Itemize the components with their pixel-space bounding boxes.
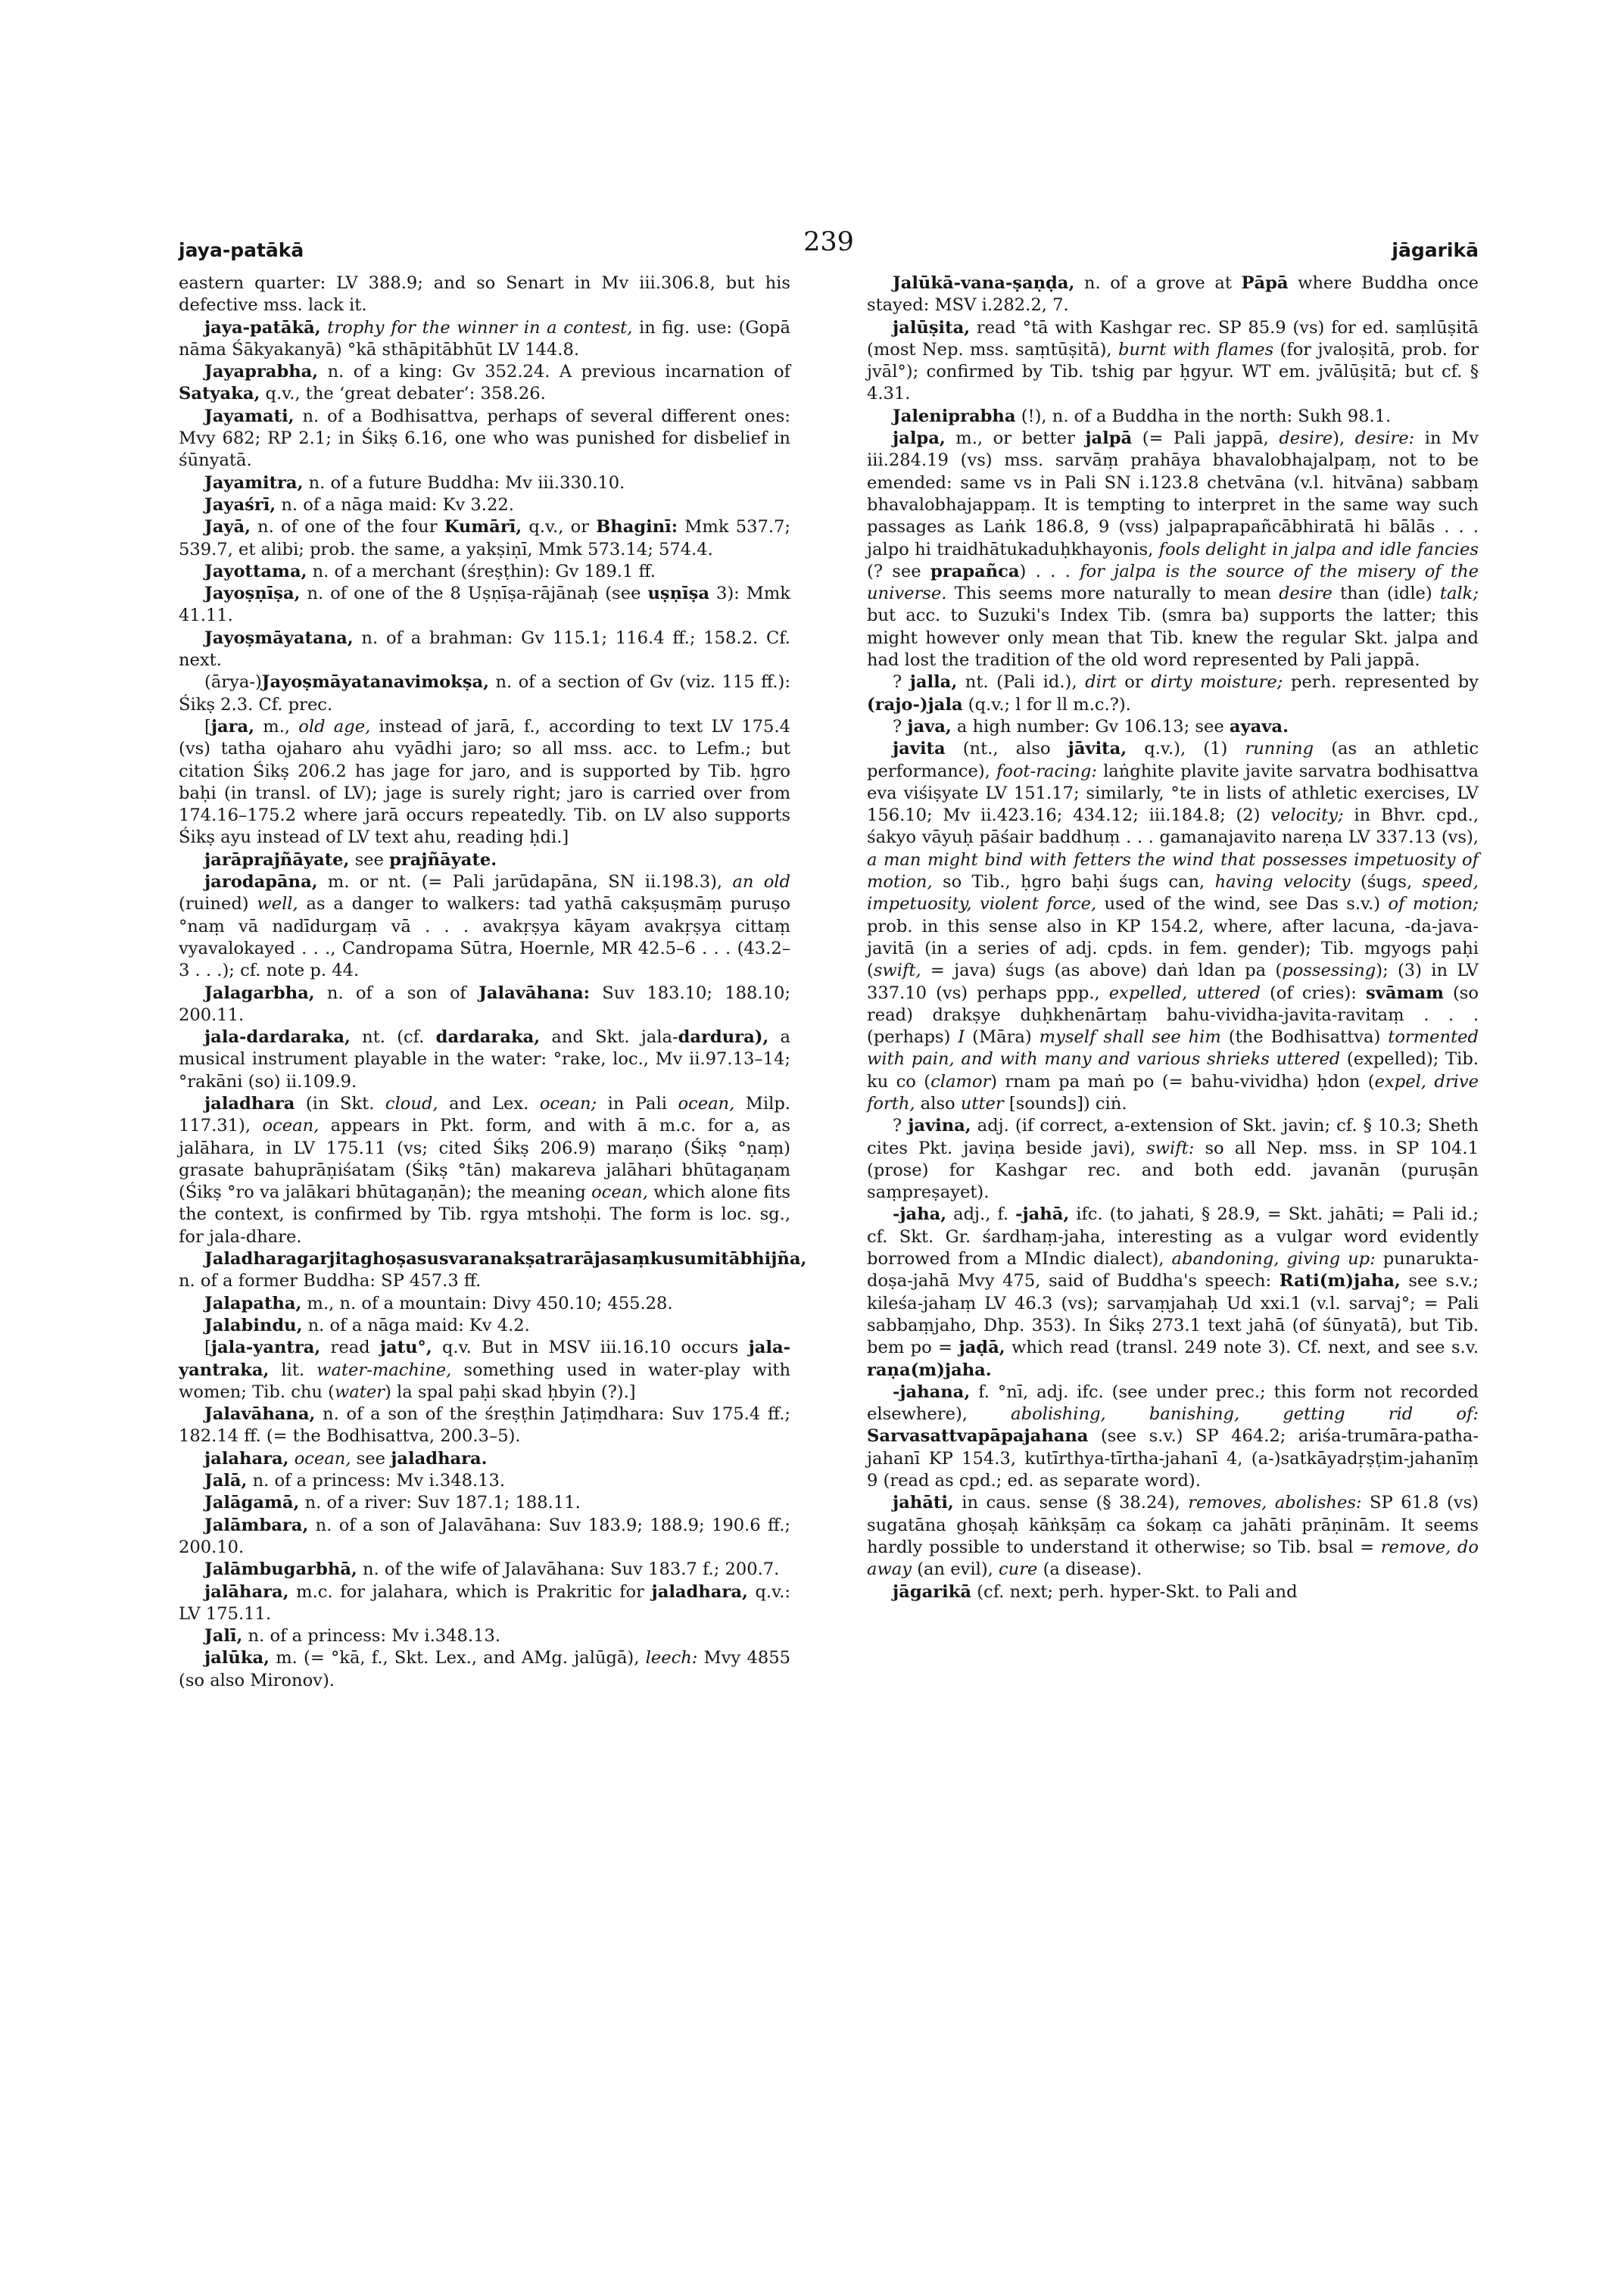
entry-text: appears in Pkt. form, and with ā m.c. for a, as jalāhara, in LV 175.11 (vs; cited Śikṣ 206.9) maraṇo (Śikṣ °ṇaṃ) grasate bahuprāṇiśatam (Śikṣ °tān) makareva jalāhari bhūtagaṇam (Śikṣ °ro va jalākari bhūtagaṇān); the meaning bbox=[179, 1116, 790, 1203]
entry-text: (!), n. of a Buddha in the north: Sukh 98.1. bbox=[1015, 406, 1392, 426]
headword: Jalūkā-vana-ṣaṇḍa, bbox=[893, 273, 1075, 293]
entry-text: (śugs, bbox=[1350, 872, 1423, 893]
entry-text: q.v., the ‘great debater’: 358.26. bbox=[260, 384, 546, 404]
headword: Jalāmbugarbhā, bbox=[204, 1559, 357, 1580]
dictionary-entry bbox=[867, 738, 1479, 1115]
left-running-headword: jaya-patākā bbox=[179, 239, 304, 261]
running-header bbox=[179, 227, 1479, 273]
entry-text: n. of a nāga maid: Kv 3.22. bbox=[276, 494, 514, 515]
entry-text: 3): Mmk 41.11. bbox=[179, 584, 790, 626]
gloss-italic: foot-racing: bbox=[996, 761, 1097, 781]
dictionary-entry bbox=[179, 871, 790, 982]
dictionary-entry bbox=[179, 1337, 790, 1404]
entry-text: (Māra) bbox=[965, 1027, 1040, 1048]
gloss-italic: desire bbox=[1279, 428, 1333, 449]
entry-text: n. of a princess: Mv i.348.13. bbox=[242, 1626, 501, 1647]
entry-text: (= Pali jappā, bbox=[1132, 428, 1280, 449]
entry-text: n. of the wife of Jalavāhana: Suv 183.7 f.; 200.7. bbox=[357, 1559, 780, 1580]
entry-text: or bbox=[1116, 672, 1152, 693]
gloss-italic: ocean, bbox=[591, 1182, 648, 1203]
headword: Sarvasattvapāpajahana bbox=[867, 1426, 1089, 1447]
gloss-italic: possessing bbox=[1282, 961, 1376, 981]
entry-text: adj. (if correct, a-extension of Skt. javin; cf. § 10.3; Sheth cites Pkt. javiṇa beside javi), bbox=[867, 1116, 1479, 1158]
dictionary-entry bbox=[179, 561, 790, 583]
entry-text: laṅghite plavite javite sarvatra bodhisattva eva viśiṣyate LV 151.17; similarly, °te in lists of athletic exercises, LV 156.10; Mv ii.423.16; 434.12; iii.184.8; (2) bbox=[867, 761, 1479, 826]
dictionary-entry bbox=[867, 671, 1479, 716]
gloss-italic: cure bbox=[999, 1559, 1038, 1580]
headword: jaladhara. bbox=[391, 1448, 488, 1469]
headword: Jalā, bbox=[204, 1471, 248, 1491]
gloss-italic: swift: bbox=[1146, 1138, 1195, 1158]
headword: jalūka, bbox=[204, 1648, 270, 1668]
dictionary-entry bbox=[179, 1248, 807, 1293]
gloss-italic: an old bbox=[732, 872, 790, 893]
headword: java, bbox=[907, 716, 952, 737]
entry-text: n. of one of the four bbox=[250, 517, 444, 537]
gloss-italic: utter bbox=[960, 1093, 1004, 1114]
headword: jala-dardaraka, bbox=[204, 1027, 351, 1048]
entry-text: n. of a princess: Mv i.348.13. bbox=[247, 1471, 506, 1491]
entry-text: in caus. sense (§ 38.24), bbox=[953, 1493, 1189, 1513]
entry-text: Mvy 4855 (so also Mironov). bbox=[179, 1648, 790, 1690]
headword: Kumārī, bbox=[444, 517, 522, 537]
entry-text: and Lex. bbox=[438, 1093, 540, 1114]
entry-text: (a disease). bbox=[1037, 1559, 1142, 1580]
dictionary-entry bbox=[179, 494, 790, 516]
entry-text: n. of a grove at bbox=[1074, 273, 1242, 293]
dictionary-entry bbox=[867, 1492, 1479, 1581]
entry-text: see s.v.; kileśa-jahaṃ LV 46.3 (vs); sarvaṃjahaḥ Ud xxi.1 (v.l. sarvaj°; = Pali sabbaṃjaho, Dhp. 353). In Śikṣ 273.1 text jahā (of śūnyatā), but Tib. bem po = bbox=[867, 1271, 1479, 1358]
dictionary-entry bbox=[179, 1027, 790, 1093]
headword: jarāprajñāyate, bbox=[204, 849, 350, 870]
entry-text: (an evil), bbox=[912, 1559, 999, 1580]
headword: jalahara, bbox=[204, 1448, 289, 1469]
entry-text: ), bbox=[1333, 428, 1355, 449]
headword: jahāti, bbox=[893, 1493, 954, 1513]
gloss-italic: having velocity bbox=[1214, 872, 1351, 893]
entry-text: m. or nt. (= Pali jarūdapāna, SN ii.198.3), bbox=[317, 872, 733, 893]
dictionary-entry bbox=[867, 716, 1479, 738]
headword: Jalagarbha, bbox=[204, 983, 315, 1003]
gloss-italic: ocean; bbox=[539, 1093, 597, 1114]
headword: Jalapatha, bbox=[204, 1293, 302, 1313]
dictionary-entry bbox=[179, 516, 790, 561]
headword: jalūṣita, bbox=[893, 317, 971, 338]
entry-text: n. of a nāga maid: Kv 4.2. bbox=[302, 1315, 530, 1335]
gloss-italic: remove, do away bbox=[867, 1537, 1479, 1580]
dictionary-entry bbox=[179, 1315, 790, 1337]
entry-text: Mmk 537.7; 539.7, et alibi; prob. the same, a yakṣiṇī, Mmk 573.14; 574.4. bbox=[179, 517, 791, 559]
headword: jaya-patākā, bbox=[204, 317, 321, 338]
entry-text: (the Bodhisattva) bbox=[1220, 1027, 1389, 1048]
entry-text: ); (3) in LV 337.10 (vs) perhaps ppp., bbox=[867, 961, 1479, 1003]
entry-text: Milp. 117.31), bbox=[179, 1093, 790, 1136]
gloss-italic: tormented with pain, and with many and various shrieks uttered bbox=[867, 1027, 1479, 1070]
entry-text: (so read) drakṣye duḥkhenārtaṃ bahu-vividha-javita-ravitaṃ . . . (perhaps) bbox=[867, 983, 1479, 1048]
entry-text: a musical instrument playable in the water: °rake, loc., Mv ii.97.13–14; °rakāni (so) ii.109.9. bbox=[179, 1027, 790, 1092]
dictionary-entry bbox=[179, 671, 790, 716]
entry-text: n. of a former Buddha: SP 457.3 ff. bbox=[179, 1271, 482, 1291]
gloss-italic: dirty moisture; bbox=[1151, 672, 1283, 693]
dictionary-entry bbox=[179, 1625, 790, 1647]
gloss-italic: swift, bbox=[873, 961, 921, 981]
headword: javina, bbox=[908, 1116, 971, 1136]
entry-text: m. (= °kā, f., Skt. Lex., and AMg. jalūgā), bbox=[269, 1648, 646, 1668]
entry-text: [ bbox=[204, 1338, 211, 1358]
gloss-italic: running bbox=[1245, 739, 1314, 759]
entry-text: so Tib., ḥgro baḥi śugs can, bbox=[932, 872, 1215, 893]
dictionary-entry bbox=[179, 1515, 790, 1559]
entry-text: in Mv iii.284.19 (vs) mss. sarvāṃ prahāya bhavalobhajalpaṃ, not to be emended: same vs in Pali SN i.123.8 chetvāna (v.l. hitvāna) sabbaṃ bhavalobhajappaṃ. It is tempting to interpret in the same way such passages as Laṅk 186.8, 9 (vss) jalpaprapañcābhiratā hi bālās . . . jalpo hi traidhātukaduḥkhayonis, bbox=[867, 428, 1479, 559]
headword: jarodapāna, bbox=[204, 872, 318, 893]
entry-text: n. of one of the 8 Uṣṇīṣa-rājānaḥ (see bbox=[300, 584, 648, 604]
entry-text: n. of a brahman: Gv 115.1; 116.4 ff.; 158.2. Cf. next. bbox=[179, 628, 790, 671]
headword: jaladhara, bbox=[651, 1581, 748, 1602]
headword: ayava. bbox=[1229, 716, 1289, 737]
dictionary-entry bbox=[179, 1293, 790, 1315]
dictionary-entry bbox=[179, 1647, 790, 1692]
entry-text: q.v. But in MSV iii.16.10 occurs bbox=[432, 1338, 749, 1358]
dictionary-entry bbox=[179, 1093, 790, 1248]
entry-text: ? bbox=[893, 716, 908, 737]
dictionary-entry bbox=[179, 849, 790, 871]
entry-text: a high number: Gv 106.13; see bbox=[951, 716, 1230, 737]
entry-text: adj., f. bbox=[946, 1204, 1016, 1225]
entry-text: as a danger to walkers: tad yathā cakṣuṣmāṃ puruṣo °naṃ vā nadīdurgaṃ vā . . . avakṛṣya kāyam avakṛṣya cittaṃ vyavalokayed . . ., Candropama Sūtra, Hoernle, MR 42.5–6 . . . (43.2–3 . . .); cf. note p. 44. bbox=[179, 894, 790, 981]
headword: Jalabindu, bbox=[204, 1315, 303, 1335]
entry-text: n. of a son of Jalavāhana: Suv 183.9; 188.9; 190.6 ff.; 200.10. bbox=[179, 1515, 790, 1557]
gloss-italic: clamor bbox=[930, 1071, 991, 1092]
gloss-italic: removes, abolishes: bbox=[1188, 1493, 1362, 1513]
entry-text: (ruined) bbox=[179, 894, 257, 914]
headword: jala-yantra, bbox=[210, 1338, 321, 1358]
dictionary-entry bbox=[179, 361, 790, 406]
gloss-italic: ocean, bbox=[288, 1448, 351, 1469]
headword: jara, bbox=[210, 716, 255, 737]
headword: Jayaprabha, bbox=[204, 362, 319, 382]
entry-text: in Pali bbox=[597, 1093, 678, 1114]
headword: Jaladharagarjitaghoṣasusvaranakṣatrarājasaṃkusumitābhijña, bbox=[204, 1249, 807, 1270]
entry-text: read °tā with Kashgar rec. SP 85.9 (vs) for ed. saṃlūṣitā (most Nep. mss. saṃtūṣitā), bbox=[867, 317, 1479, 360]
dictionary-entry bbox=[867, 1581, 1479, 1603]
gloss-italic: burnt with flames bbox=[1117, 339, 1274, 360]
gloss-italic: myself shall see him bbox=[1039, 1027, 1221, 1048]
headword: jatu°, bbox=[379, 1338, 432, 1358]
entry-text: (for jvaloṣitā, prob. for jvāl°); confirmed by Tib. tshig par ḥgyur. WT em. jvālūṣitā; but cf. § 4.31. bbox=[867, 339, 1479, 404]
headword: jalpa, bbox=[893, 428, 946, 449]
gloss-italic: dirt bbox=[1085, 672, 1117, 693]
headword: Jayamitra, bbox=[204, 472, 304, 493]
gloss-italic: leech: bbox=[645, 1648, 698, 1668]
right-running-headword: jāgarikā bbox=[1392, 239, 1479, 261]
gloss-italic: water-machine, bbox=[316, 1360, 452, 1380]
headword: Jayamati, bbox=[204, 406, 295, 426]
headword: jāgarikā bbox=[893, 1581, 972, 1602]
right-column bbox=[867, 273, 1479, 1603]
entry-text: something used in water-play with women; Tib. chu ( bbox=[179, 1360, 790, 1402]
entry-text: nt. (Pali id.), bbox=[957, 672, 1086, 693]
entry-text: ifc. (to jahati, § 28.9, = Skt. jahāti; = Pali id.; cf. Skt. Gr. śardhaṃ-jaha, interesting as a vulgar word evidently borrowed from a MIndic dialect), bbox=[867, 1204, 1479, 1270]
headword: jaladhara bbox=[204, 1093, 295, 1114]
entry-text: (expelled); Tib. ku co ( bbox=[867, 1049, 1479, 1092]
headword: Satyaka, bbox=[179, 384, 260, 404]
dictionary-entry bbox=[179, 472, 790, 494]
entry-text: [sounds]) ciṅ. bbox=[1003, 1093, 1127, 1114]
headword: Jalavāhana, bbox=[204, 1404, 316, 1425]
gloss-italic: of motion; bbox=[1388, 894, 1479, 914]
headword: Pāpā bbox=[1241, 273, 1289, 293]
headword: raṇa(m)jaha. bbox=[867, 1360, 992, 1380]
entry-text: instead of jarā, f., according to text LV 175.4 (vs) tatha ojaharo ahu vyādhi jaro; so all mss. acc. to Lefm.; but citation Śikṣ 206.2 has jage for jaro, and is supported by Tib. ḥgro baḥi (in transl. of LV); jage is surely right; jaro is carried over from 174.16–175.2 where jarā occurs repeatedly. Tib. on LV also supports Śikṣ ayu instead of LV text ahu, reading ḥdi.] bbox=[179, 716, 790, 848]
entry-text: n. of a future Buddha: Mv iii.330.10. bbox=[303, 472, 625, 493]
entry-text: q.v.), (1) bbox=[1127, 739, 1245, 759]
entry-text: prob. in this sense also in KP 154.2, where, after lacuna, -da-java-javitā (in a series of adj. cpds. in fem. gender); Tib. mgyogs paḥi ( bbox=[867, 916, 1479, 981]
gloss-italic: ocean, bbox=[262, 1116, 320, 1136]
entry-text: and Skt. jala- bbox=[540, 1027, 678, 1048]
gloss-italic: talk; bbox=[1439, 584, 1479, 604]
headword: Jayottama, bbox=[204, 561, 307, 581]
headword: (rajo-)jala bbox=[867, 694, 963, 715]
entry-text: n. of a merchant (śreṣṭhin): Gv 189.1 ff. bbox=[307, 561, 656, 581]
entry-text: = java) śugs (as above) daṅ ldan pa ( bbox=[921, 961, 1283, 981]
gloss-italic: expel, drive forth, bbox=[867, 1071, 1479, 1114]
gloss-italic: fools delight in jalpa and idle fancies bbox=[1158, 539, 1479, 559]
entry-text: punarukta-doṣa-jahā Mvy 475, said of Buddha's speech: bbox=[867, 1249, 1479, 1291]
entry-text: This seems more naturally to mean bbox=[946, 584, 1280, 604]
entry-text: n. of a Bodhisattva, perhaps of several different ones: Mvy 682; RP 2.1; in Śikṣ 6.16, one who was punished for disbelief in śūnyatā. bbox=[179, 406, 790, 471]
dictionary-entry bbox=[867, 406, 1479, 428]
headword: jalla, bbox=[909, 672, 958, 693]
dictionary-entry bbox=[179, 716, 790, 849]
dictionary-entry bbox=[179, 628, 790, 672]
headword: -jahā, bbox=[1015, 1204, 1070, 1225]
gloss-italic: abandoning, giving up: bbox=[1171, 1249, 1376, 1270]
dictionary-entry bbox=[867, 428, 1479, 671]
headword: Jayoṣṇīṣa, bbox=[204, 584, 301, 604]
dictionary-entry bbox=[179, 317, 790, 362]
entry-text: m., n. of a mountain: Divy 450.10; 455.28. bbox=[301, 1293, 673, 1313]
dictionary-entry bbox=[179, 406, 790, 472]
entry-text: ? bbox=[893, 1116, 909, 1136]
gloss-italic: old age, bbox=[298, 716, 371, 737]
entry-text: read bbox=[320, 1338, 380, 1358]
entry-text: Suv 183.10; 188.10; 200.11. bbox=[179, 983, 790, 1025]
gloss-italic: speed, impetuosity, violent force, bbox=[867, 872, 1479, 914]
headword: uṣṇīṣa bbox=[647, 584, 709, 604]
gloss-italic: ocean, bbox=[678, 1093, 735, 1114]
headword: jāvita, bbox=[1068, 739, 1127, 759]
entry-text: q.v., or bbox=[522, 517, 597, 537]
gloss-italic: a man might bind with fetters the wind that possesses impetuosity of motion, bbox=[867, 849, 1479, 893]
entry-text: eastern quarter: LV 388.9; and so Senart in Mv iii.306.8, but his defective mss. lack it. bbox=[179, 273, 790, 316]
entry-text: (cf. next; perh. hyper-Skt. to Pali and bbox=[971, 1581, 1298, 1602]
entry-text: (of cries): bbox=[1260, 983, 1366, 1003]
headword: jaḍā, bbox=[959, 1338, 1005, 1358]
entry-text: n. of a section of Gv (viz. 115 ff.): Śikṣ 2.3. Cf. prec. bbox=[179, 672, 790, 715]
dictionary-entry bbox=[179, 983, 790, 1027]
headword: javita bbox=[893, 739, 946, 759]
dictionary-entry bbox=[867, 1382, 1479, 1492]
entry-text: but acc. to Suzuki's Index Tib. (smra ba) supports the latter; this might however only mean that Tib. knew the regular Skt. jalpa and had lost the tradition of the old word represented by Pali jappā. bbox=[867, 606, 1479, 671]
entry-text: (ārya-) bbox=[204, 672, 262, 693]
dictionary-entry bbox=[179, 1448, 790, 1470]
entry-text: n. of a king: Gv 352.24. A previous incarnation of bbox=[318, 362, 790, 382]
entry-text: see bbox=[349, 849, 390, 870]
headword: Jayoṣmāyatanavimokṣa, bbox=[261, 672, 490, 693]
entry-text: [ bbox=[204, 716, 211, 737]
entry-text: m., bbox=[254, 716, 299, 737]
entry-text: f. °nī, adj. ifc. (see under prec.; this form not recorded elsewhere), bbox=[867, 1382, 1479, 1425]
gloss-italic: abolishing, banishing, getting rid of: bbox=[1011, 1404, 1479, 1425]
headword: jalāhara, bbox=[204, 1581, 289, 1602]
headword: prajñāyate. bbox=[389, 849, 497, 870]
gloss-italic: well, bbox=[257, 894, 298, 914]
entry-text: see bbox=[351, 1448, 391, 1469]
entry-text: in fig. use: (Gopā nāma Śākyakanyā) °kā sthāpitābhūt LV 144.8. bbox=[179, 317, 790, 360]
dictionary-entry bbox=[867, 1115, 1479, 1204]
entry-text: in Bhvr. cpd., śakyo vāyuḥ pāśair baddhuṃ . . . gamanajavito nareṇa LV 337.13 (vs), bbox=[867, 805, 1479, 848]
headword: dardaraka, bbox=[435, 1027, 541, 1048]
gloss-italic: water bbox=[334, 1382, 385, 1402]
entry-text: ) rnam pa maṅ po (= bahu-vividha) ḥdon ( bbox=[990, 1071, 1375, 1092]
gloss-italic: I bbox=[958, 1027, 965, 1048]
headword: Jalāmbara, bbox=[204, 1515, 309, 1535]
entry-text: than (idle) bbox=[1332, 584, 1440, 604]
dictionary-entry bbox=[179, 1581, 790, 1626]
entry-text: n. of a river: Suv 187.1; 188.11. bbox=[299, 1493, 581, 1513]
entry-text: q.v.: LV 175.11. bbox=[179, 1581, 790, 1624]
dictionary-entry bbox=[867, 1204, 1479, 1381]
entry-text: used of the wind, see Das s.v.) bbox=[1096, 894, 1389, 914]
dictionary-entry bbox=[179, 273, 790, 317]
entry-text: (? see bbox=[867, 561, 930, 581]
dictionary-entry bbox=[179, 583, 790, 628]
entry-text: which read (transl. 249 note 3). Cf. next, and see s.v. bbox=[1005, 1338, 1479, 1358]
headword: Jayoṣmāyatana, bbox=[204, 628, 354, 648]
entry-text: nt. (cf. bbox=[350, 1027, 436, 1048]
headword: Bhaginī: bbox=[596, 517, 678, 537]
dictionary-entry bbox=[179, 1404, 790, 1448]
dictionary-entry bbox=[179, 1559, 790, 1581]
gloss-italic: for jalpa is the source of the misery of the universe. bbox=[867, 561, 1479, 604]
headword: Jayaśrī, bbox=[204, 494, 276, 515]
headword: svāmam bbox=[1365, 983, 1444, 1003]
entry-text: ) la spal paḥi skad ḥbyin (?).] bbox=[385, 1382, 636, 1402]
headword: Jaleniprabha bbox=[893, 406, 1016, 426]
entry-text: perh. represented by bbox=[1283, 672, 1479, 693]
entry-text: n. of a son of bbox=[314, 983, 479, 1003]
entry-text: lit. bbox=[269, 1360, 317, 1380]
left-column bbox=[179, 273, 807, 1692]
headword: prapañca bbox=[930, 561, 1020, 581]
headword: Jayā, bbox=[204, 517, 251, 537]
page-number: 239 bbox=[803, 227, 854, 257]
entry-text: so all Nep. mss. in SP 104.1 (prose) for Kashgar rec. and both edd. javanān (puruṣān saṃpreṣayet). bbox=[867, 1138, 1479, 1203]
gloss-italic: expelled, uttered bbox=[1108, 983, 1261, 1003]
dictionary-entry bbox=[867, 273, 1479, 317]
gloss-italic: desire bbox=[1279, 584, 1333, 604]
entry-text: SP 61.8 (vs) sugatāna ghoṣaḥ kāṅkṣāṃ ca śokaṃ ca jahāti prāṇinām. It seems hardly possible to understand it otherwise; so Tib. bsal = bbox=[867, 1493, 1479, 1557]
headword: dardura), bbox=[678, 1027, 769, 1048]
entry-text: m., or better bbox=[945, 428, 1086, 449]
entry-text: n. of a son of the śreṣṭhin Jaṭiṃdhara: Suv 175.4 ff.; 182.14 ff. (= the Bodhisattva, 200.3–5). bbox=[179, 1404, 790, 1447]
headword: -jaha, bbox=[893, 1204, 947, 1225]
gloss-italic: trophy for the winner in a contest, bbox=[320, 317, 633, 338]
gloss-italic: desire: bbox=[1354, 428, 1415, 449]
dictionary-entry bbox=[179, 1470, 790, 1492]
entry-text: where Buddha once stayed: MSV i.282.2, 7. bbox=[867, 273, 1479, 316]
headword: -jahana, bbox=[893, 1382, 971, 1402]
entry-text: (in Skt. bbox=[295, 1093, 385, 1114]
headword: Jalāgamā, bbox=[204, 1493, 300, 1513]
entry-text: which alone fits the context, is confirmed by Tib. rgya mtshoḥi. The form is loc. sg., for jala-dhare. bbox=[179, 1182, 790, 1247]
gloss-italic: cloud, bbox=[385, 1093, 438, 1114]
entry-text: (as an athletic performance), bbox=[867, 739, 1479, 781]
entry-text: (see s.v.) SP 464.2; ariśa-trumāra-patha-jahanī KP 154.3, kutīrthya-tīrtha-jahanī 4, (a-)satkāyadṛṣṭim-jahanīṃ 9 (read as cpd.; ed. as separate word). bbox=[867, 1426, 1479, 1491]
headword: jala-yantraka, bbox=[179, 1338, 791, 1380]
entry-text: (q.v.; l for ll m.c.?). bbox=[962, 694, 1131, 715]
entry-text: ? bbox=[893, 672, 910, 693]
dictionary-entry bbox=[179, 1492, 790, 1514]
entry-text: m.c. for jalahara, which is Prakritic for bbox=[288, 1581, 652, 1602]
entry-text: (nt., also bbox=[945, 739, 1068, 759]
headword: Jalī, bbox=[204, 1626, 243, 1647]
dictionary-entry bbox=[867, 317, 1479, 406]
gloss-italic: velocity; bbox=[1270, 805, 1344, 826]
headword: Jalavāhana: bbox=[478, 983, 590, 1003]
headword: Rati(m)jaha, bbox=[1279, 1271, 1401, 1291]
headword: jalpā bbox=[1085, 428, 1133, 449]
entry-text: ) . . . bbox=[1019, 561, 1080, 581]
entry-text: also bbox=[915, 1093, 961, 1114]
